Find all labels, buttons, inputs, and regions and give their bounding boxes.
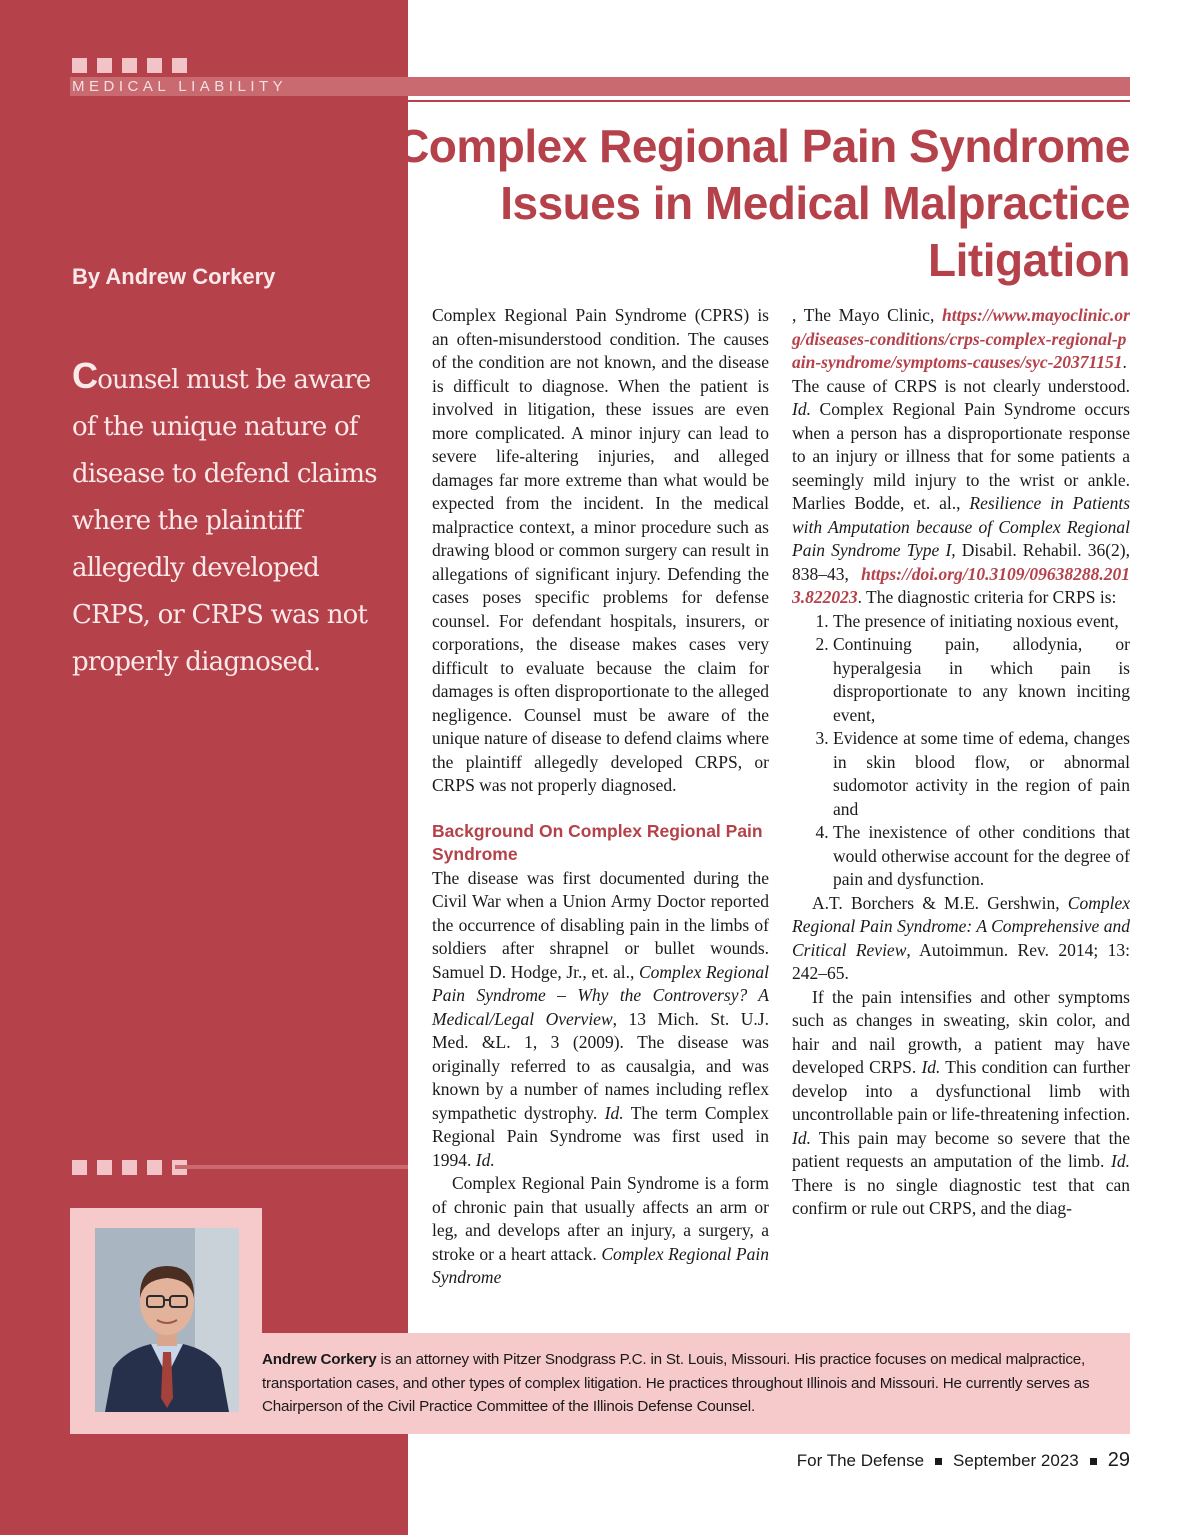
list-item: 1. The presence of initiating noxious event, — [833, 610, 1130, 634]
definition-paragraph: Complex Regional Pain Syndrome is a form of chronic pain that usually affects an arm or leg, and develops after an injury, a surgery, a stroke or a heart attack. Complex Regional Pain Syndrome — [432, 1173, 769, 1287]
bio-name: Andrew Corkery — [262, 1351, 377, 1368]
article-column-1 — [432, 304, 769, 1290]
page-footer — [797, 1449, 1130, 1472]
bio-rule — [175, 1165, 408, 1169]
title-rule — [408, 100, 1130, 102]
pullquote-dropcap: C — [72, 355, 98, 396]
list-item: 2. Continuing pain, allodynia, or hyperalgesia in which pain is disproportionate to any known inciting event, — [833, 633, 1130, 727]
list-item: 3. Evidence at some time of edema, changes in skin blood flow, or abnormal sudomotor activity in the region of pain and — [833, 727, 1130, 821]
mayo-clinic-link[interactable]: https://www.mayoclinic.org/diseases-conditions/crps-complex-regional-pain-syndrome/symptoms-causes/syc-20371151 — [792, 305, 1130, 372]
citation-paragraph: A.T. Borchers & M.E. Gershwin, Complex Regional Pain Syndrome: A Comprehensive and Critical Review, Autoimmun. Rev. 2014; 13: 242–65. — [792, 892, 1130, 983]
section-subhead: Background On Complex Regional Pain Syndrome — [432, 820, 763, 864]
bio-body: is an attorney with Pitzer Snodgrass P.C. in St. Louis, Missouri. His practice focuses on medical malpractice, transportation cases, and other types of complex litigation. He practices throughout Illinois and Missouri. He currently serves as Chairperson of the Civil Practice Committee of the Illinois Defense Counsel. — [262, 1351, 1090, 1415]
author-portrait-icon — [95, 1228, 239, 1412]
section-label: MEDICAL LIABILITY — [72, 78, 288, 95]
publication-name: For The Defense — [796, 1451, 925, 1470]
criteria-list — [792, 610, 1130, 892]
issue-date: September 2023 — [953, 1451, 1079, 1470]
symptoms-paragraph: If the pain intensifies and other symptoms such as changes in sweating, skin color, and hair and nail growth, a patient may have developed CRPS. Id. This condition can further develop into a dysfunctional limb with uncontrollable pain or life-threatening infection. Id. This pain may become so severe that the patient requests an amputation of the limb. Id. There is no single diagnostic test that can confirm or rule out CRPS, and the diag- — [792, 986, 1130, 1218]
section-squares — [72, 58, 187, 73]
list-item: 4. The inexistence of other conditions that would otherwise account for the degree of pain and dysfunction. — [833, 821, 1130, 892]
page-number: 29 — [1107, 1449, 1130, 1471]
author-photo — [95, 1228, 239, 1412]
definition-paragraph-cont: , The Mayo Clinic, https://www.mayoclinic.org/diseases-conditions/crps-complex-regional-pain-syndrome/symptoms-causes/syc-20371151. The cause of CRPS is not clearly understood. Id. Complex Regional Pain Syndrome occurs when a person has a disproportionate response to an injury or illness that for some patients a seemingly mild injury to the wrist or ankle. Marlies Bodde, et. al., Resilience in Patients with Amputation because of Complex Regional Pain Syndrome Type I, Disabil. Rehabil. 36(2), 838–43, https://doi.org/10.3109/09638288.2013.822023. The diagnostic criteria for CRPS is: — [792, 305, 1131, 607]
doi-link[interactable]: https://doi.org/10.3109/09638288.2013.822023 — [792, 563, 1130, 607]
bullet-icon — [1090, 1458, 1097, 1465]
article-title — [370, 118, 1130, 289]
pullquote: Counsel must be aware of the unique nature of disease to defend claims where the plaintiff allegedly developed CRPS, or CRPS was not properly diagnosed. — [72, 355, 377, 677]
byline: By Andrew Corkery — [72, 264, 276, 289]
title-line: Litigation — [928, 234, 1130, 286]
bio-squares — [72, 1160, 187, 1175]
bullet-icon — [935, 1458, 942, 1465]
article-column-2 — [792, 304, 1130, 1221]
title-line: Complex Regional Pain Syndrome — [396, 120, 1130, 172]
history-paragraph: The disease was first documented during the Civil War when a Union Army Doctor reported the occurrence of disabling pain in the limbs of soldiers after shrapnel or bullet wounds. Samuel D. Hodge, Jr., et. al., Complex Regional Pain Syndrome – Why the Controversy? A Medical/Legal Overview, 13 Mich. St. U.J. Med. &L. 1, 3 (2009). The disease was originally referred to as causalgia, and was known by a number of names including reflex sympathetic dystrophy. Id. The term Complex Regional Pain Syndrome was first used in 1994. Id. — [432, 867, 769, 1170]
author-bio — [262, 1348, 1122, 1419]
intro-paragraph: Complex Regional Pain Syndrome (CPRS) is an often-misunderstood condition. The causes of the condition are not known, and the disease is difficult to diagnose. When the patient is involved in litigation, these issues are even more complicated. A minor injury can lead to severe life-altering injuries, and alleged damages far more extreme than what would be expected from the incident. In the medical malpractice context, a minor procedure such as drawing blood or common surgery can result in allegations of significant injury. Defending the cases poses specific problems for defense counsel. For defendant hospitals, insurers, or corporations, the disease makes cases very difficult to evaluate because the claim for damages is often disproportionate to the alleged negligence. Counsel must be aware of the unique nature of disease to defend claims where the plaintiff allegedly developed CRPS, or CRPS was not properly diagnosed. — [432, 305, 769, 795]
title-line: Issues in Medical Malpractice — [500, 177, 1130, 229]
